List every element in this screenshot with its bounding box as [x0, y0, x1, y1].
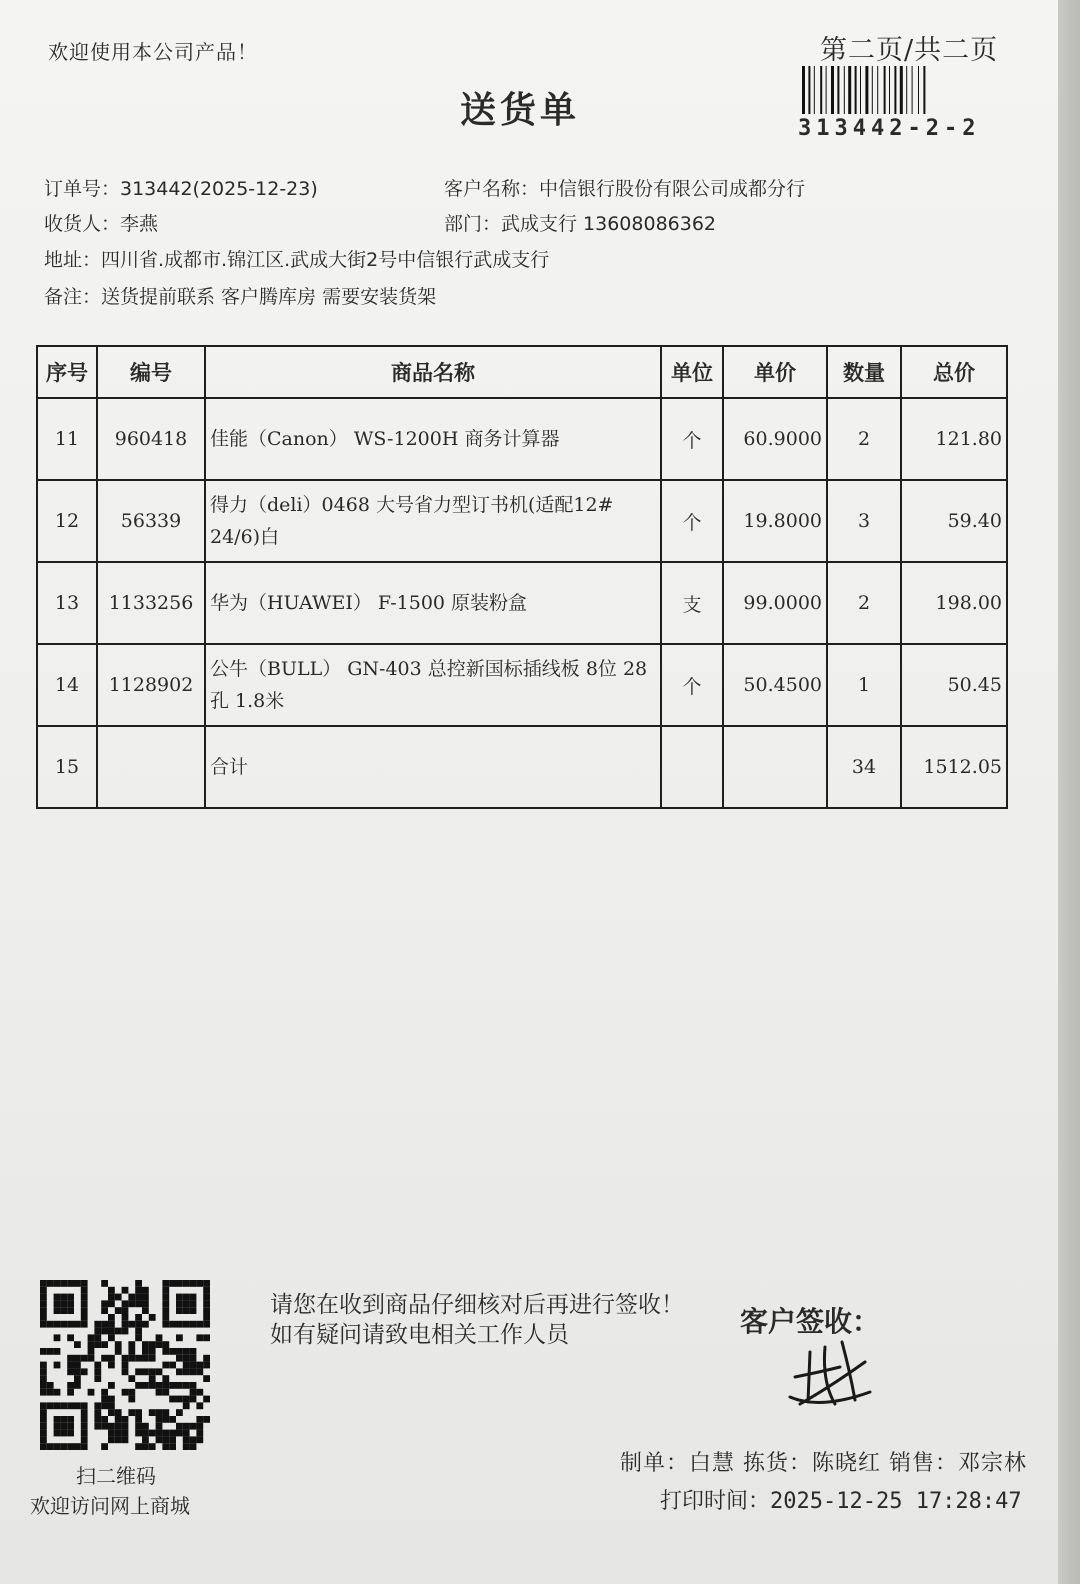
table-row	[37, 644, 1007, 726]
department: 部门：武成支行 13608086362	[444, 213, 717, 235]
receipt-notice: 请您在收到商品仔细核对后再进行签收！如有疑问请致电相关工作人员	[270, 1292, 684, 1348]
cell-total: 1512.05	[901, 726, 1007, 808]
column-header-qty: 数量	[827, 346, 901, 398]
summary-row	[37, 726, 1007, 808]
address: 地址：四川省.成都市.锦江区.武成大街2号中信银行武成支行	[44, 249, 550, 271]
table-row	[37, 398, 1007, 480]
cell-price: 60.9000	[723, 398, 827, 480]
column-header-price: 单价	[723, 346, 827, 398]
table-row	[37, 480, 1007, 562]
cell-seq: 14	[37, 644, 97, 726]
qr-code-icon	[40, 1280, 210, 1450]
cell-qty: 2	[827, 398, 901, 480]
cell-seq: 15	[37, 726, 97, 808]
cell-qty: 34	[827, 726, 901, 808]
column-header-total: 总价	[901, 346, 1007, 398]
print-time: 打印时间：2025-12-25 17:28:47	[660, 1489, 1022, 1514]
table-row	[37, 562, 1007, 644]
customer-sign-label: 客户签收：	[740, 1305, 881, 1338]
document-title: 送货单	[460, 89, 581, 131]
cell-total: 198.00	[901, 562, 1007, 644]
cell-seq: 11	[37, 398, 97, 480]
cell-code: 56339	[97, 480, 205, 562]
cell-price: 99.0000	[723, 562, 827, 644]
page-edge	[1058, 0, 1080, 1584]
cell-unit: 个	[661, 398, 723, 480]
cell-name: 华为（HUAWEI） F-1500 原装粉盒	[205, 562, 661, 644]
cell-name: 合计	[205, 726, 661, 808]
cell-price	[723, 726, 827, 808]
barcode-icon	[800, 66, 990, 114]
cell-seq: 13	[37, 562, 97, 644]
cell-qty: 2	[827, 562, 901, 644]
welcome-text: 欢迎使用本公司产品！	[48, 40, 258, 64]
cell-unit	[661, 726, 723, 808]
cell-unit: 个	[661, 644, 723, 726]
cell-qty: 3	[827, 480, 901, 562]
cell-code	[97, 726, 205, 808]
signature-icon	[780, 1332, 880, 1412]
cell-name: 得力（deli）0468 大号省力型订书机(适配12# 24/6)白	[205, 480, 661, 562]
cell-name: 佳能（Canon） WS-1200H 商务计算器	[205, 398, 661, 480]
remark: 备注：送货提前联系 客户腾库房 需要安装货架	[44, 286, 437, 308]
cell-total: 59.40	[901, 480, 1007, 562]
cell-code: 1128902	[97, 644, 205, 726]
cell-total: 50.45	[901, 644, 1007, 726]
qr-caption-mall: 欢迎访问网上商城	[30, 1494, 190, 1518]
page-indicator: 第二页/共二页	[820, 35, 999, 66]
cell-price: 19.8000	[723, 480, 827, 562]
column-header-name: 商品名称	[205, 346, 661, 398]
table-header-row	[37, 346, 1007, 398]
receiver: 收货人：李燕	[44, 213, 159, 235]
column-header-seq: 序号	[37, 346, 97, 398]
customer-name: 客户名称：中信银行股份有限公司成都分行	[444, 178, 806, 200]
staff-line: 制单：白慧 拣货：陈晓红 销售：邓宗林	[620, 1451, 1027, 1476]
items-table	[36, 345, 1008, 809]
cell-name: 公牛（BULL） GN-403 总控新国标插线板 8位 28孔 1.8米	[205, 644, 661, 726]
cell-price: 50.4500	[723, 644, 827, 726]
column-header-unit: 单位	[661, 346, 723, 398]
qr-caption-scan: 扫二维码	[76, 1464, 156, 1488]
order-number: 订单号：313442(2025-12-23)	[44, 178, 318, 200]
cell-total: 121.80	[901, 398, 1007, 480]
cell-code: 1133256	[97, 562, 205, 644]
cell-seq: 12	[37, 480, 97, 562]
cell-unit: 个	[661, 480, 723, 562]
barcode-number: 313442-2-2	[798, 116, 981, 141]
cell-qty: 1	[827, 644, 901, 726]
cell-unit: 支	[661, 562, 723, 644]
column-header-code: 编号	[97, 346, 205, 398]
cell-code: 960418	[97, 398, 205, 480]
